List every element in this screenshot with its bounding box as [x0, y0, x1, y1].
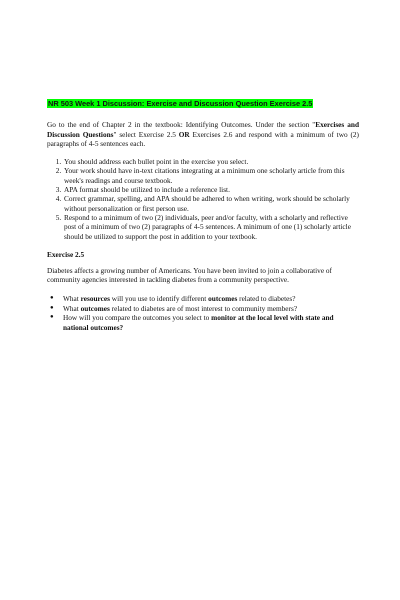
questions-list: [47, 294, 359, 332]
intro-text-1: Go to the end of Chapter 2 in the textbook: Identifying Outcomes. Under the section ": [47, 120, 316, 130]
requirement-item: 3. APA format should be utilized to include a reference list.: [63, 185, 359, 194]
question-item: ● What resources will you use to identify different outcomes related to diabetes?: [50, 293, 296, 303]
bullet-icon: ●: [50, 304, 54, 311]
intro-bold-section: Exercises and Discussion Questions: [47, 120, 359, 139]
requirements-list: [47, 157, 359, 241]
requirement-item: 5. Respond to a minimum of two (2) individuals, peer and/or faculty, with a scholarly and reflective post of a minimum of two (2) paragraphs of 4-5 sentences. A minimum of one (1) scholarly article should be utilized to support the post in addition to your textbook.: [63, 213, 359, 241]
document-content: [47, 99, 359, 332]
bullet-icon: ●: [50, 314, 54, 321]
intro-text-2: " select Exercise 2.5: [113, 129, 179, 139]
question-item: ● What outcomes related to diabetes are of most interest to community members?: [50, 303, 298, 313]
intro-text-3: Exercises 2.6 and respond with a minimum of two (2) paragraphs of 4-5 sentences each.: [47, 129, 359, 148]
intro-bold-or: OR: [178, 129, 190, 139]
bullet-icon: ●: [50, 294, 54, 301]
requirement-item: 4. Correct grammar, spelling, and APA should be adhered to when writing, work should be scholarly without personalization or first person use.: [63, 194, 359, 213]
question-item: ● How will you compare the outcomes you select to monitor at the local level with state and national outcomes?: [50, 313, 334, 332]
document-title: NR 503 Week 1 Discussion: Exercise and Discussion Question Exercise 2.5: [48, 99, 313, 108]
requirement-item: 2. Your work should have in-text citations integrating at a minimum one scholarly article from this week's readings and course textbook.: [63, 166, 359, 185]
intro-paragraph: [47, 120, 359, 148]
exercise-text: Diabetes affects a growing number of Americans. You have been invited to join a collaborative of community agencies interested in tackling diabetes from a community perspective.: [47, 266, 332, 285]
exercise-heading: Exercise 2.5: [47, 249, 85, 259]
requirement-item: 1. You should address each bullet point in the exercise you select.: [63, 157, 359, 166]
